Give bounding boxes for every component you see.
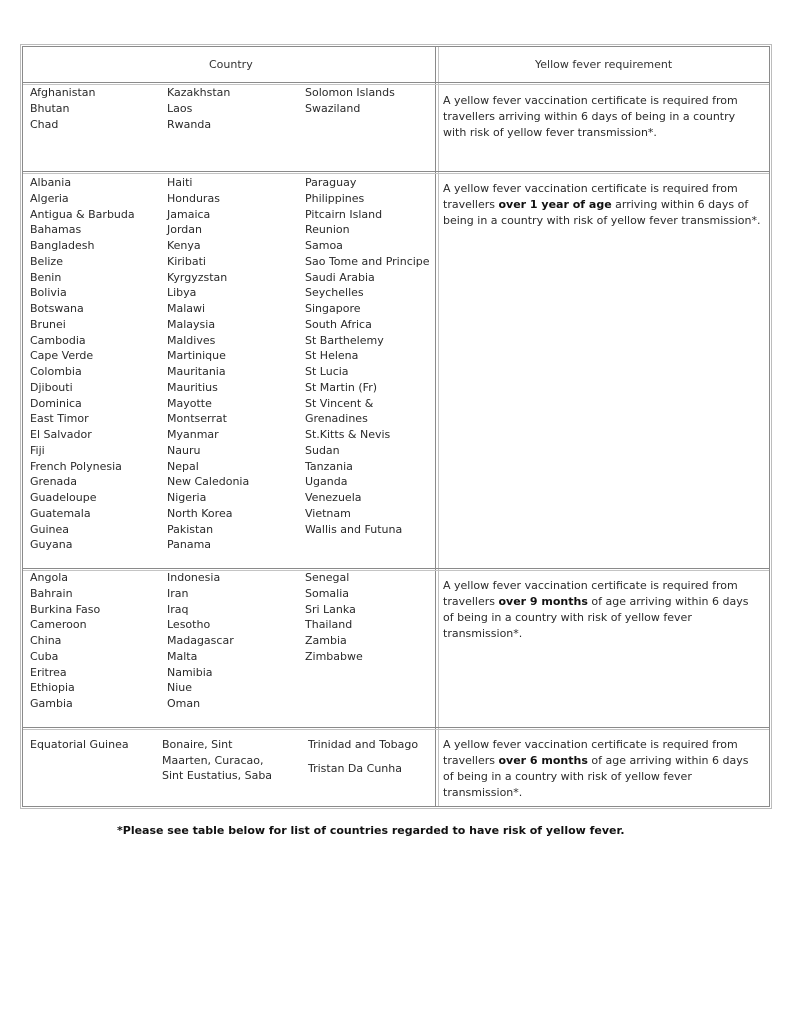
requirement-age: over 6 months — [498, 754, 588, 767]
country-name: Sint Eustatius, Saba — [162, 769, 273, 782]
country-name: Malta — [167, 649, 198, 663]
country-name: St Lucia — [305, 365, 349, 378]
country-name: St.Kitts & Nevis — [305, 428, 391, 441]
country-name: Fiji — [30, 443, 45, 457]
yellow-fever-table — [22, 46, 770, 807]
country-name: Swaziland — [305, 101, 361, 115]
country-name: Bonaire, Sint — [162, 738, 233, 751]
country-name: Samoa — [305, 239, 343, 252]
country-name: Algeria — [30, 191, 69, 205]
country-name: Senegal — [305, 571, 350, 584]
country-name: Benin — [30, 270, 62, 284]
country-name: Indonesia — [167, 571, 221, 584]
country-name: Kenya — [167, 239, 201, 252]
country-name: St Helena — [305, 349, 359, 363]
country-name: Maldives — [167, 333, 216, 347]
requirement-tail: arriving within 6 days of being in a country with risk of yellow fever transmission*. — [443, 198, 761, 227]
requirement-text — [443, 578, 761, 642]
country-name: Bangladesh — [30, 239, 95, 252]
country-name: Paraguay — [305, 176, 357, 189]
country-name: Grenadines — [305, 412, 368, 426]
country-name: Albania — [30, 176, 72, 189]
country-name: Guadeloupe — [30, 491, 97, 504]
country-name: El Salvador — [30, 428, 92, 441]
group-row-3 — [23, 568, 769, 727]
country-name: Guyana — [30, 538, 73, 552]
requirement-lead: A yellow fever vaccination certificate is required from travellers — [443, 182, 738, 211]
requirement-lead: A yellow fever vaccination certificate is required from travellers — [443, 738, 738, 767]
country-name: Iran — [167, 586, 189, 600]
group-row-2 — [23, 171, 769, 568]
country-column-1 — [30, 85, 95, 132]
country-name: Bahrain — [30, 586, 73, 600]
country-column-3 — [305, 85, 395, 117]
requirement-text — [443, 181, 761, 229]
country-name: Mauritania — [167, 365, 226, 378]
country-name: Philippines — [305, 191, 365, 205]
country-name: Pakistan — [167, 522, 214, 536]
country-column-3 — [305, 175, 430, 537]
country-name: Nauru — [167, 443, 201, 457]
requirement-age: over 9 months — [498, 595, 588, 608]
country-name: Niue — [167, 681, 193, 695]
country-name: Chad — [30, 117, 59, 131]
table-header-row — [23, 47, 769, 82]
country-name: Jamaica — [167, 207, 211, 221]
country-name: Cape Verde — [30, 349, 94, 363]
requirement-text — [443, 93, 761, 141]
country-column-2 — [167, 175, 249, 553]
country-name: South Africa — [305, 317, 372, 331]
country-name: Maarten, Curacao, — [162, 753, 264, 767]
country-name: Jordan — [167, 223, 202, 237]
country-name: Malaysia — [167, 317, 216, 331]
country-column-1 — [30, 175, 135, 553]
country-name: Sao Tome and Principe — [305, 254, 430, 268]
country-name: Bahamas — [30, 223, 82, 237]
country-name: Eritrea — [30, 665, 67, 679]
country-name: Libya — [167, 286, 197, 300]
country-name: Iraq — [167, 602, 189, 616]
header-country: Country — [209, 58, 253, 71]
country-name: Haiti — [167, 176, 193, 189]
country-name: Afghanistan — [30, 86, 96, 99]
country-name: Antigua & Barbuda — [30, 207, 135, 221]
country-name: Ethiopia — [30, 681, 75, 695]
country-name: Guatemala — [30, 506, 91, 520]
country-name: Grenada — [30, 475, 78, 489]
header-requirement: Yellow fever requirement — [535, 58, 673, 71]
country-name: Montserrat — [167, 412, 227, 426]
country-column-1 — [30, 737, 129, 753]
country-name: Myanmar — [167, 428, 219, 441]
country-name: Nigeria — [167, 491, 207, 504]
country-name: Sudan — [305, 443, 340, 457]
country-name: China — [30, 634, 62, 647]
country-name: Bhutan — [30, 101, 70, 115]
country-name: Botswana — [30, 302, 84, 315]
country-name: Cuba — [30, 649, 59, 663]
country-name: Burkina Faso — [30, 602, 101, 616]
requirement-lead: A yellow fever vaccination certificate is required from travellers arriving within 6 days of being in a country with risk of yellow fever transmission*. — [443, 94, 738, 139]
requirement-tail: of age arriving within 6 days of being in a country with risk of yellow fever transmission*. — [443, 754, 749, 799]
country-name: Mauritius — [167, 380, 218, 394]
country-name: St Vincent & — [305, 396, 374, 410]
country-name: Madagascar — [167, 634, 234, 647]
country-name: North Korea — [167, 506, 233, 520]
country-name: St Barthelemy — [305, 333, 384, 347]
country-column-1 — [30, 570, 100, 712]
country-name: Dominica — [30, 396, 82, 410]
footnote: *Please see table below for list of countries regarded to have risk of yellow fever. — [117, 824, 625, 837]
country-name: Lesotho — [167, 618, 211, 632]
country-column-2 — [162, 737, 272, 784]
country-name: Cambodia — [30, 333, 86, 347]
country-name: Solomon Islands — [305, 86, 395, 99]
country-name: Vietnam — [305, 506, 351, 520]
requirement-text — [443, 737, 761, 801]
group-row-1 — [23, 82, 769, 171]
country-name: Tanzania — [305, 459, 353, 473]
country-column-3 — [308, 737, 418, 776]
country-name: Oman — [167, 697, 201, 710]
country-name: Tristan Da Cunha — [308, 761, 402, 775]
country-name: Brunei — [30, 317, 66, 331]
country-name: Singapore — [305, 302, 361, 315]
country-name: Saudi Arabia — [305, 270, 375, 284]
country-column-2 — [167, 570, 234, 712]
country-name: Trinidad and Tobago — [308, 738, 419, 751]
requirement-lead: A yellow fever vaccination certificate is required from travellers — [443, 579, 738, 608]
country-name: Laos — [167, 101, 193, 115]
country-name: Rwanda — [167, 117, 212, 131]
country-name: Nepal — [167, 459, 199, 473]
requirement-tail: of age arriving within 6 days of being in a country with risk of yellow fever transmission*. — [443, 595, 749, 640]
country-name: Zambia — [305, 634, 347, 647]
country-name: Venezuela — [305, 491, 362, 504]
country-name: Angola — [30, 571, 69, 584]
country-name: Belize — [30, 254, 63, 268]
country-name: Wallis and Futuna — [305, 522, 403, 536]
country-name: Bolivia — [30, 286, 67, 300]
country-name: French Polynesia — [30, 459, 122, 473]
country-name: Pitcairn Island — [305, 207, 383, 221]
country-name: Mayotte — [167, 396, 212, 410]
country-column-2 — [167, 85, 230, 132]
country-name: St Martin (Fr) — [305, 380, 378, 394]
country-name: Sri Lanka — [305, 602, 356, 616]
country-name: Kazakhstan — [167, 86, 231, 99]
country-name: Malawi — [167, 302, 206, 315]
group-row-4 — [23, 727, 769, 806]
country-name: New Caledonia — [167, 475, 250, 489]
requirement-age: over 1 year of age — [498, 198, 612, 211]
country-name: Namibia — [167, 665, 213, 679]
country-name: Cameroon — [30, 618, 87, 632]
country-name: Colombia — [30, 365, 82, 378]
country-name: Seychelles — [305, 286, 364, 300]
country-name: Honduras — [167, 191, 220, 205]
country-name: Panama — [167, 538, 212, 552]
country-name: Kyrgyzstan — [167, 270, 228, 284]
country-name: Djibouti — [30, 380, 73, 394]
country-column-3 — [305, 570, 363, 665]
country-name: East Timor — [30, 412, 89, 426]
country-name: Equatorial Guinea — [30, 738, 129, 751]
country-name: Kiribati — [167, 254, 206, 268]
country-name: Uganda — [305, 475, 348, 489]
country-name: Thailand — [305, 618, 353, 632]
country-name: Zimbabwe — [305, 649, 363, 663]
country-name: Gambia — [30, 697, 73, 710]
country-name: Reunion — [305, 223, 350, 237]
country-name: Martinique — [167, 349, 226, 363]
country-name: Guinea — [30, 522, 70, 536]
country-name: Somalia — [305, 586, 350, 600]
